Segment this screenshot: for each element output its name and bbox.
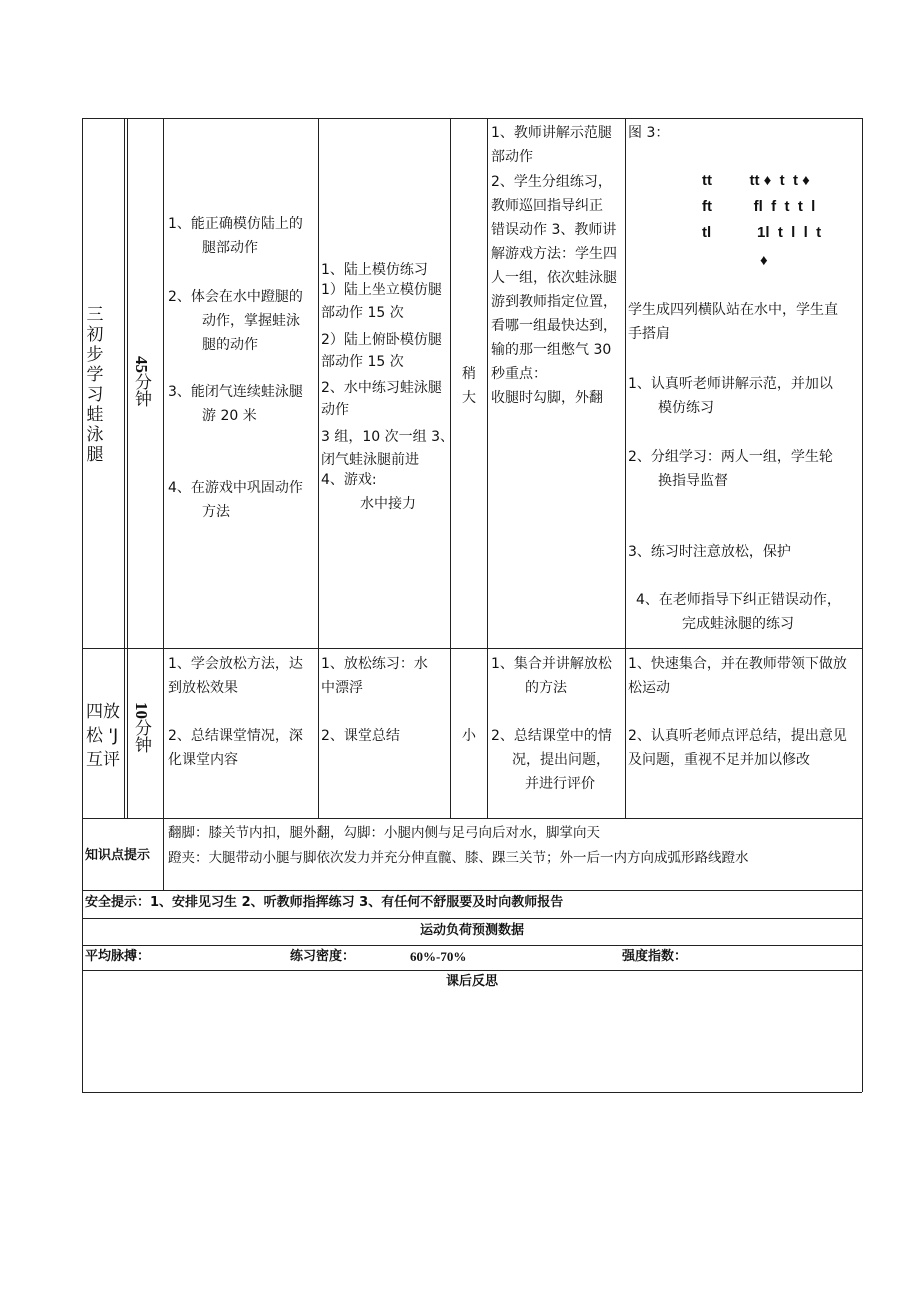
pulse-label: 平均脉搏：: [85, 949, 151, 964]
section4-intensity: 小: [462, 728, 476, 744]
col-divider: [163, 118, 164, 890]
col-divider: [487, 118, 488, 818]
section3-title: 三 初 步 学 习 蛙 泳 腿: [86, 305, 104, 465]
knowledge-line2: 蹬夹：大腿带动小腿与脚依次发力并充分伸直髋、膝、踝三关节；外一后一内方向成弧形路线蹬水: [168, 850, 749, 866]
col-divider: [127, 118, 128, 818]
table-border-bottom: [82, 1092, 862, 1093]
reflection-title: 课后反思: [445, 974, 498, 989]
section3-duration: 45分钟: [131, 356, 151, 407]
row-divider: [82, 945, 862, 946]
knowledge-line1: 翻脚：膝关节内扣，腿外翻，勾脚：小腿内侧与足弓向后对水，脚掌向天: [168, 825, 600, 841]
section4-duration: 10分钟: [131, 702, 151, 753]
col-divider: [124, 118, 125, 818]
row-divider: [82, 818, 862, 819]
density-label: 练习密度：: [290, 949, 356, 964]
col-divider: [625, 118, 626, 818]
row-divider: [82, 648, 862, 649]
density-value: 60%-70%: [410, 949, 467, 964]
table-border-left: [82, 118, 83, 1092]
col-divider: [450, 118, 451, 818]
load-title: 运动负荷预测数据: [419, 923, 524, 938]
figure-label: 图 3：: [628, 125, 670, 141]
table-border-right: [862, 118, 863, 1092]
knowledge-label: 知识点提示: [85, 848, 151, 863]
table-border-top: [82, 118, 862, 119]
intensity-label: 强度指数：: [622, 949, 688, 964]
col-divider: [318, 118, 319, 818]
safety-tips: 安全提示：1、安排见习生 2、听教师指挥练习 3、有任何不舒服要及时向教师报告: [85, 895, 564, 910]
